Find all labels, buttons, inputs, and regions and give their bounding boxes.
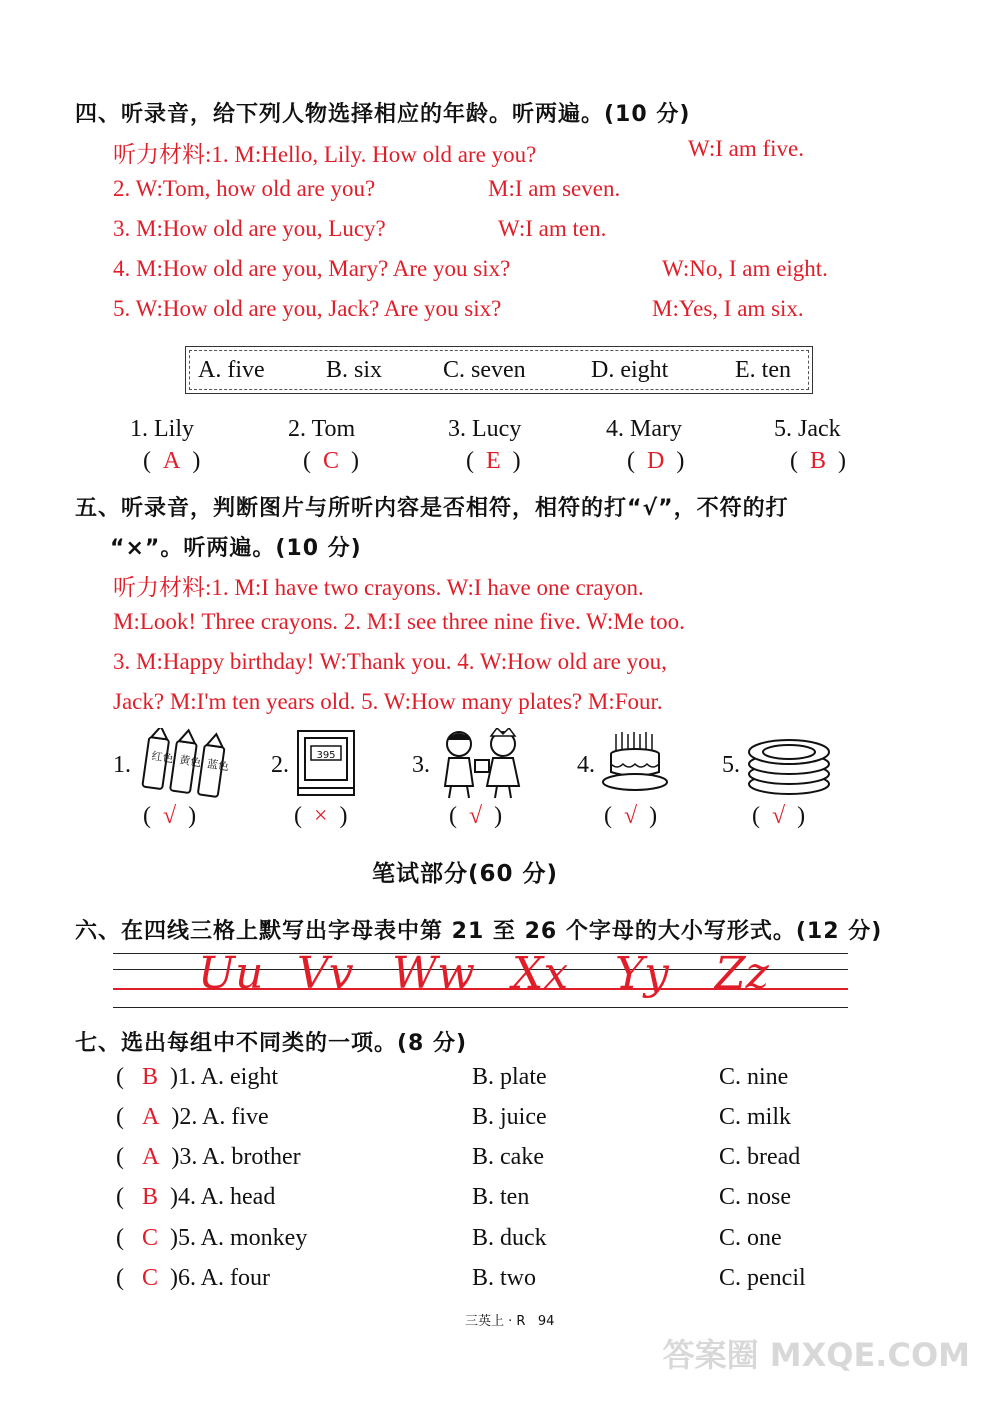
mark: √ <box>163 803 177 829</box>
person-label: 3. Lucy <box>448 416 522 442</box>
page-footer <box>465 1310 554 1329</box>
option-a: )5. A. monkey <box>170 1225 308 1251</box>
crayon-label: 蓝色 <box>206 757 230 774</box>
handwritten-letters: Ww <box>392 948 475 999</box>
script-line: 5. W:How old are you, Jack? Are you six? <box>113 296 502 321</box>
writing-line <box>113 1007 848 1008</box>
watermark: 答案圈 MXQE.COM <box>662 1336 970 1374</box>
person-label: 4. Mary <box>606 416 682 442</box>
option-b: B. cake <box>472 1144 544 1170</box>
answer: C <box>323 448 340 474</box>
script-line: M:Look! Three crayons. 2. M:I see three nine five. W:Me too. <box>113 609 685 634</box>
answer: B <box>810 448 827 474</box>
question-row: ( B )4. A. head <box>116 1184 276 1210</box>
option-c: C. milk <box>719 1104 792 1130</box>
person-label: 2. Tom <box>288 416 356 442</box>
question-row: ( C )5. A. monkey <box>116 1225 308 1251</box>
option-a: )4. A. head <box>170 1184 276 1210</box>
answer: A <box>142 1104 160 1130</box>
mark: √ <box>624 803 638 829</box>
script-line: 听力材料:1. M:I have two crayons. W:I have one crayon. <box>113 575 644 600</box>
question-row: ( B )1. A. eight <box>116 1064 279 1090</box>
number-board-picture <box>295 728 357 798</box>
handwritten-letters: Yy <box>615 948 669 999</box>
crayon-label: 红色 <box>150 749 175 766</box>
birthday-kids-picture <box>437 728 527 800</box>
script-line: 听力材料:1. M:Hello, Lily. How old are you? <box>113 142 537 167</box>
answer: B <box>142 1184 159 1210</box>
option-b: B. duck <box>472 1225 547 1251</box>
mark-blank: ( √ ) <box>143 803 197 829</box>
option: E. ten <box>735 357 791 383</box>
answer: B <box>142 1064 159 1090</box>
footer-label: 三英上 · R <box>465 1314 526 1329</box>
mark-blank: ( √ ) <box>752 803 806 829</box>
section7-title: 七、选出每组中不同类的一项。(8 分) <box>75 1031 468 1056</box>
option-a: )3. A. brother <box>171 1144 301 1170</box>
crayons-picture <box>138 728 230 798</box>
section5-title-cont: “×”。听两遍。(10 分) <box>110 536 362 561</box>
written-part-title: 笔试部分(60 分) <box>372 861 559 887</box>
script-line: W:I am five. <box>688 136 805 161</box>
mark-blank: ( × ) <box>294 803 348 829</box>
option: B. six <box>326 357 383 383</box>
answer: D <box>647 448 665 474</box>
board-number: 395 <box>316 750 336 761</box>
script-line: M:Yes, I am six. <box>652 296 804 321</box>
option-a: )2. A. five <box>171 1104 269 1130</box>
person-label: 1. Lily <box>130 416 194 442</box>
picture-number: 5. <box>722 752 740 778</box>
option-b: B. plate <box>472 1064 547 1090</box>
option-c: C. nine <box>719 1064 789 1090</box>
handwritten-letters: Uu <box>198 948 264 999</box>
section4-title: 四、听录音，给下列人物选择相应的年龄。听两遍。(10 分) <box>75 102 691 127</box>
option-c: C. bread <box>719 1144 801 1170</box>
mark: √ <box>469 803 483 829</box>
script-line: 3. M:Happy birthday! W:Thank you. 4. W:How old are you, <box>113 649 667 674</box>
script-line: 2. W:Tom, how old are you? <box>113 176 376 201</box>
birthday-cake-picture <box>600 728 670 798</box>
option-c: C. one <box>719 1225 782 1251</box>
question-row: ( C )6. A. four <box>116 1265 270 1291</box>
option: C. seven <box>443 357 526 383</box>
question-row: ( A )3. A. brother <box>116 1144 301 1170</box>
answer: A <box>142 1144 160 1170</box>
option: D. eight <box>591 357 669 383</box>
answer-blank: ( D ) <box>627 448 685 474</box>
handwritten-letters: Xx <box>512 948 569 999</box>
handwritten-letters: Vv <box>297 948 354 999</box>
page-number: 94 <box>537 1314 555 1329</box>
mark: √ <box>772 803 786 829</box>
option-a: )6. A. four <box>170 1265 270 1291</box>
mark-blank: ( √ ) <box>449 803 503 829</box>
picture-number: 4. <box>577 752 595 778</box>
mark-blank: ( √ ) <box>604 803 658 829</box>
answer: E <box>486 448 501 474</box>
answer: A <box>163 448 181 474</box>
script-line: 3. M:How old are you, Lucy? <box>113 216 386 241</box>
mark: × <box>314 803 328 829</box>
option-b: B. juice <box>472 1104 547 1130</box>
picture-number: 3. <box>412 752 430 778</box>
script-line: Jack? M:I'm ten years old. 5. W:How many plates? M:Four. <box>113 689 663 714</box>
option-a: )1. A. eight <box>170 1064 279 1090</box>
picture-number: 2. <box>271 752 289 778</box>
option-c: C. nose <box>719 1184 791 1210</box>
plates-picture <box>746 728 832 798</box>
answer: C <box>142 1265 159 1291</box>
handwritten-letters: Zz <box>715 948 769 999</box>
option-c: C. pencil <box>719 1265 806 1291</box>
section6-title: 六、在四线三格上默写出字母表中第 21 至 26 个字母的大小写形式。(12 分) <box>75 919 883 944</box>
option-b: B. two <box>472 1265 537 1291</box>
answer-blank: ( C ) <box>303 448 360 474</box>
crayon-label: 黄色 <box>178 753 203 770</box>
answer: C <box>142 1225 159 1251</box>
option: A. five <box>198 357 265 383</box>
script-line: W:I am ten. <box>498 216 607 241</box>
question-row: ( A )2. A. five <box>116 1104 269 1130</box>
section5-title: 五、听录音，判断图片与所听内容是否相符，相符的打“√”，不符的打 <box>75 496 789 521</box>
answer-blank: ( E ) <box>466 448 521 474</box>
script-line: 4. M:How old are you, Mary? Are you six? <box>113 256 511 281</box>
answer-blank: ( B ) <box>790 448 847 474</box>
picture-number: 1. <box>113 752 131 778</box>
script-line: M:I am seven. <box>488 176 621 201</box>
answer-blank: ( A ) <box>143 448 201 474</box>
option-b: B. ten <box>472 1184 530 1210</box>
person-label: 5. Jack <box>774 416 841 442</box>
script-line: W:No, I am eight. <box>662 256 828 281</box>
